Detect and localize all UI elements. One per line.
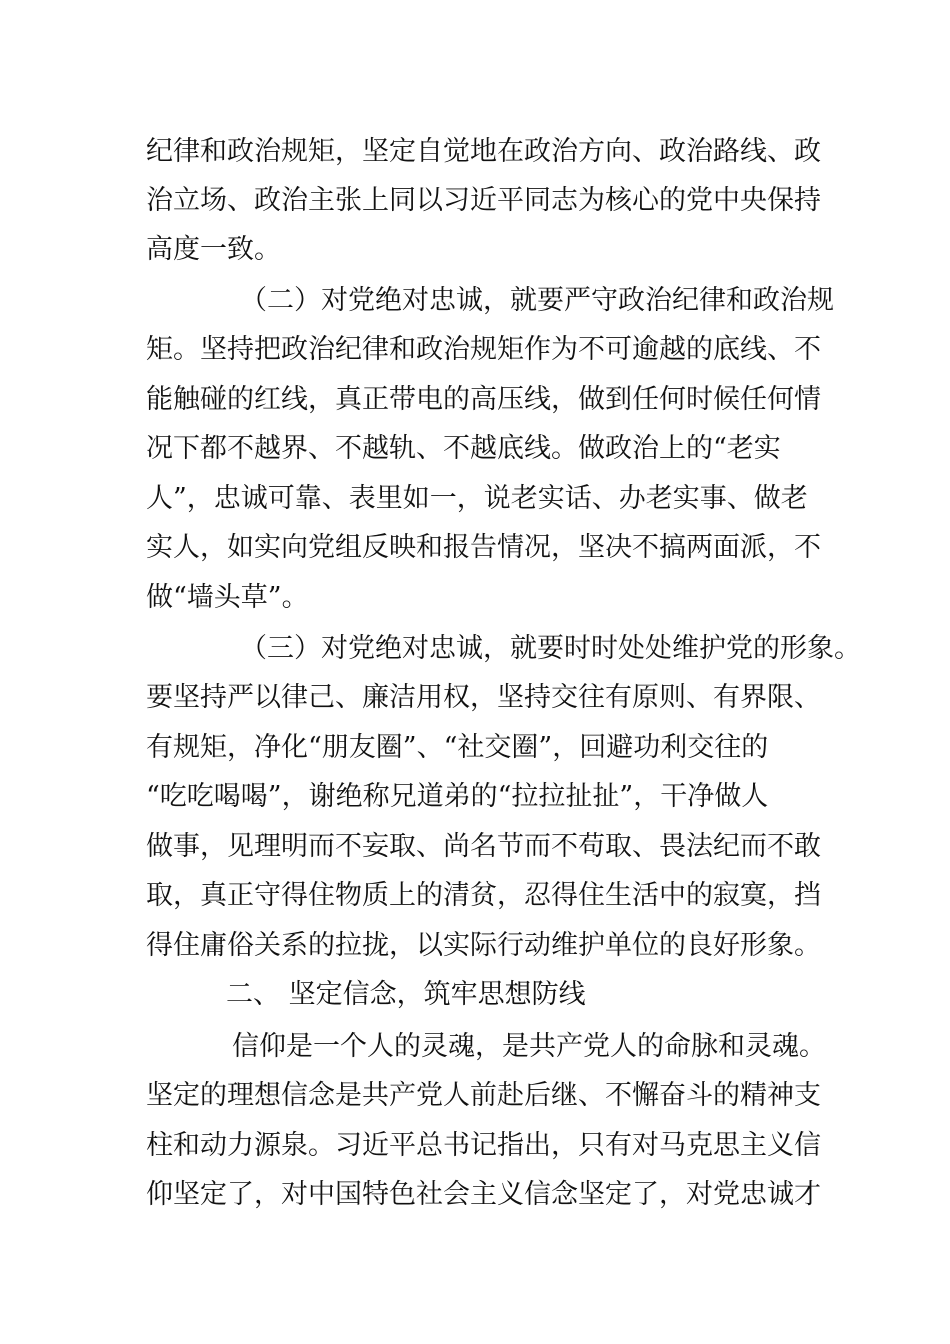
text-line: 要坚持严以律己、廉洁用权，坚持交往有原则、有界限、 (146, 682, 821, 713)
text-line: 做事，见理明而不妄取、尚名节而不苟取、畏法纪而不敢 (146, 831, 821, 862)
paragraph-heading: （二）对党绝对忠诚，就要严守政治纪律和政治规 (240, 285, 834, 316)
text-line: 坚定的理想信念是共产党人前赴后继、不懈奋斗的精神支 (146, 1080, 821, 1111)
paragraph-first-line: 信仰是一个人的灵魂，是共产党人的命脉和灵魂。 (232, 1031, 826, 1062)
text-line: 仰坚定了，对中国特色社会主义信念坚定了，对党忠诚才 (146, 1179, 821, 1210)
text-line: 矩。坚持把政治纪律和政治规矩作为不可逾越的底线、不 (146, 334, 821, 365)
text-line: 取，真正守得住物质上的清贫，忍得住生活中的寂寞，挡 (146, 880, 821, 911)
text-line: 治立场、政治主张上同以习近平同志为核心的党中央保持 (146, 185, 821, 216)
text-line: 况下都不越界、不越轨、不越底线。做政治上的“老实 (146, 433, 781, 464)
text-line: 做“墙头草”。 (146, 582, 309, 613)
text-line: 柱和动力源泉。习近平总书记指出，只有对马克思主义信 (146, 1130, 821, 1161)
section-heading: 二、 坚定信念，筑牢思想防线 (226, 979, 586, 1010)
text-line: 能触碰的红线，真正带电的高压线，做到任何时候任何情 (146, 384, 821, 415)
text-line: 得住庸俗关系的拉拢，以实际行动维护单位的良好形象。 (146, 930, 821, 961)
text-line: “吃吃喝喝”，谢绝称兄道弟的“拉拉扯扯”，干净做人 (146, 781, 769, 812)
text-line: 高度一致。 (146, 234, 281, 265)
text-line: 实人，如实向党组反映和报告情况，坚决不搞两面派，不 (146, 532, 821, 563)
text-line: 纪律和政治规矩，坚定自觉地在政治方向、政治路线、政 (146, 136, 821, 167)
text-line: 人”，忠诚可靠、表里如一，说老实话、办老实事、做老 (146, 483, 808, 514)
paragraph-heading: （三）对党绝对忠诚，就要时时处处维护党的形象。 (240, 633, 861, 664)
text-line: 有规矩，净化“朋友圈”、“社交圈”，回避功利交往的 (146, 732, 769, 763)
